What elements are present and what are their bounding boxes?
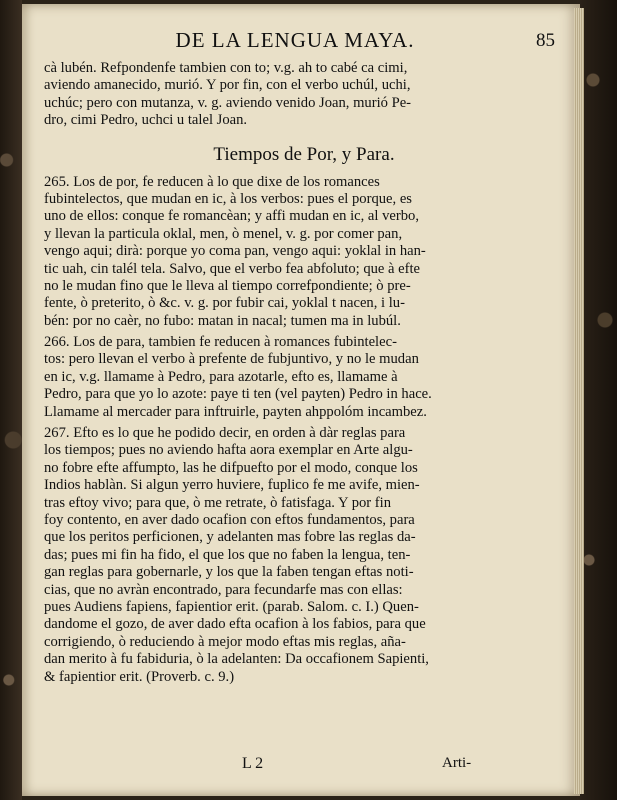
text-line: uchúc; pero con mutanza, v. g. aviendo venido Joan, murió Pe- — [44, 94, 412, 111]
paragraph-266-line: en ic, v.g. llamame à Pedro, para azotarle, efto es, llamame à — [44, 368, 398, 385]
running-header: DE LA LENGUA MAYA. — [175, 28, 415, 52]
paragraph-267-line: 267. Efto es lo que he podido decir, en orden à dàr reglas para — [44, 425, 406, 442]
page-text — [44, 60, 564, 686]
text-line: dro, cimi Pedro, uchci u talel Joan. — [44, 112, 248, 129]
paragraph-267-line: tras eftoy vivo; para que, ò me retrate, ò fatisfaga. Y por fin — [44, 494, 392, 511]
paragraph-265-line: fubintelectos, que mudan en ic, à los verbos: pues el porque, es — [44, 190, 412, 207]
signature-mark: L 2 — [242, 755, 264, 772]
catchword: Arti- — [442, 755, 472, 771]
paragraph-267-line: das; pues mi fin ha fido, el que los que no faben la lengua, ten- — [44, 546, 411, 563]
section-title: Tiempos de Por, y Para. — [213, 143, 395, 165]
paragraph-267-line: & fapientior erit. (Proverb. c. 9.) — [44, 668, 235, 685]
paragraph-265-line: no le mudan fino que le lleva al tiempo correfpondiente; ò pre- — [44, 277, 411, 294]
text-line: aviendo amanecido, murió. Y por fin, con el verbo uchúl, uchi, — [44, 77, 411, 94]
paragraph-266-line: Pedro, para que yo lo azote: paye ti ten (vel payten) Pedro in hace. — [44, 386, 432, 403]
paragraph-266-line: 266. Los de para, tambien fe reducen à romances fubintelec- — [44, 334, 397, 351]
paragraph-267-line: los tiempos; pues no aviendo hafta aora exemplar en Arte algu- — [44, 442, 413, 459]
paragraph-267-line: cias, que no avràn encontrado, para fecundarfe mas con ellas: — [44, 581, 403, 598]
paragraph-266-line: tos: pero llevan el verbo à prefente de fubjuntivo, y no le mudan — [44, 351, 419, 368]
paragraph-267-line: gan reglas para gobernarle, y los que la faben tengan eftas noti- — [44, 564, 414, 581]
paragraph-267-line: no fobre efte affumpto, las he difpuefto por el modo, conque los — [44, 459, 418, 476]
marbled-board-left — [0, 0, 22, 800]
paragraph-266-line: Llamame al mercader para inftruirle, payten ahppolóm incambez. — [44, 403, 427, 420]
paragraph-267-line: foy contento, en aver dado ocafion con eftos fundamentos, para — [44, 511, 415, 528]
paragraph-267-line: dandome el gozo, de aver dado efta ocafion à los fabios, para que — [44, 616, 426, 633]
paragraph-267-line: dan merito à fu fabiduria, ò la adelanten: Da occafionem Sapienti, — [44, 651, 429, 668]
paragraph-265-line: fente, ò preterito, ò &c. v. g. por fubir cai, yoklal t nacen, i lu- — [44, 295, 405, 312]
paragraph-267-line: Indios hablàn. Si algun yerro huviere, fuplico fe me avife, mien- — [44, 477, 420, 494]
paragraph-265-line: uno de ellos: conque fe romancèan; y affi mudan en ic, al verbo, — [44, 208, 419, 225]
paragraph-265-line: y llevan la particula oklal, men, ò menel, v. g. por comer pan, — [44, 225, 403, 242]
page-number: 85 — [536, 30, 555, 51]
paragraph-267-line: pues Audiens fapiens, fapientior erit. (parab. Salom. c. I.) Quen- — [44, 598, 419, 615]
paragraph-265-line: bén: por no caèr, no fubo: matan in nacal; tumen ma in lubúl. — [44, 312, 401, 329]
paragraph-267-line: corrigiendo, ò reduciendo à mejor modo eftas mis reglas, aña- — [44, 633, 406, 650]
paragraph-267-line: que los peritos perficionen, y adelanten mas fobre las reglas da- — [44, 529, 416, 546]
paragraph-265-line: 265. Los de por, fe reducen à lo que dixe de los romances — [44, 173, 380, 190]
paragraph-265-line: tic uah, cin talél tela. Salvo, que el verbo fea abfoluto; que à efte — [44, 260, 421, 277]
paragraph-265-line: vengo aqui; dirà: porque yo coma pan, vengo aqui: yoklal in han- — [44, 243, 426, 260]
text-line: cà lubén. Refpondenfe tambien con to; v.g. ah to cabé ca cimi, — [44, 60, 408, 76]
page-edges — [574, 8, 584, 794]
